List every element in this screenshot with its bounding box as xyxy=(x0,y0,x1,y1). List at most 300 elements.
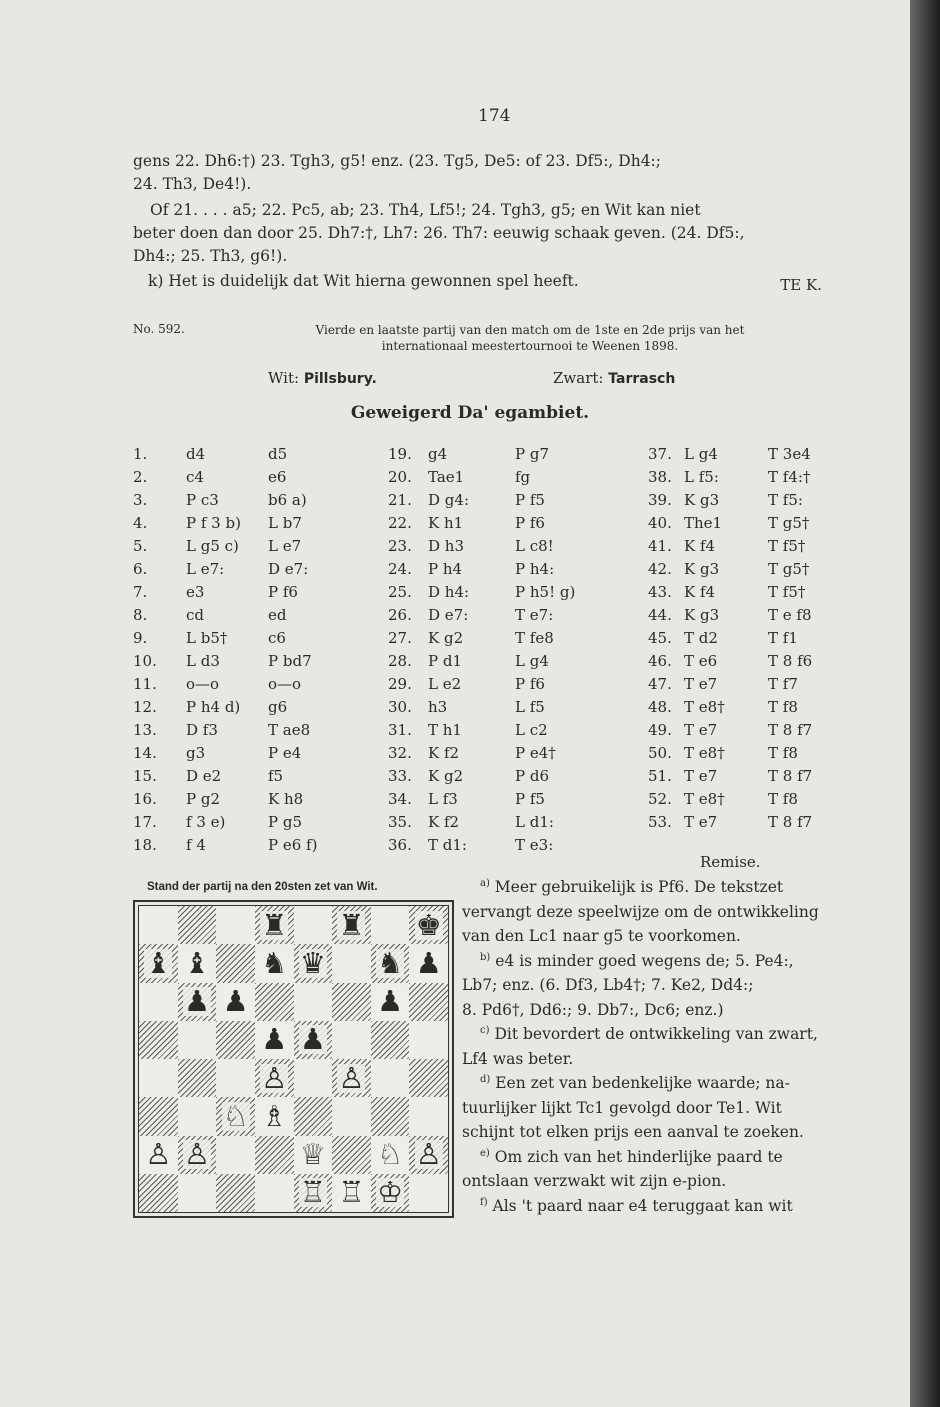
black-move: ed xyxy=(268,606,287,624)
chess-piece: ♜ xyxy=(261,907,288,942)
white-move: cd xyxy=(186,606,205,624)
move-number: 14. xyxy=(133,744,157,762)
black-move: P h4: xyxy=(515,560,555,578)
board-square xyxy=(409,983,448,1021)
footnote-line xyxy=(462,927,741,945)
game-description-line-1: Vierde en laatste partij van den match om de 1ste en 2de prijs van het xyxy=(315,323,745,337)
footnote-line xyxy=(480,1148,783,1166)
board-square xyxy=(139,906,178,944)
black-move: L f5 xyxy=(515,698,545,716)
black-move: P e6 f) xyxy=(268,836,318,854)
white-move: P d1 xyxy=(428,652,463,670)
board-square xyxy=(255,944,294,982)
white-move: g3 xyxy=(186,744,206,762)
board-square xyxy=(294,944,333,982)
move-number: 24. xyxy=(388,560,412,578)
board-square xyxy=(409,1136,448,1174)
board-square xyxy=(255,1174,294,1212)
move-number: 3. xyxy=(133,491,148,509)
move-number: 6. xyxy=(133,560,148,578)
footnote-line xyxy=(480,1197,793,1215)
move-number: 8. xyxy=(133,606,148,624)
board-square xyxy=(332,944,371,982)
chess-diagram xyxy=(133,900,454,1218)
chess-piece: ♙ xyxy=(145,1137,172,1172)
black-move: T 8 f6 xyxy=(768,652,813,670)
move-number: 28. xyxy=(388,652,412,670)
board-square xyxy=(139,1136,178,1174)
chess-piece: ♜ xyxy=(338,907,365,942)
white-move: L d3 xyxy=(186,652,220,670)
white-move: T e7 xyxy=(684,767,718,785)
white-move: K g2 xyxy=(428,767,464,785)
move-number: 13. xyxy=(133,721,157,739)
chess-piece: ♟ xyxy=(261,1022,288,1057)
black-move: c6 xyxy=(268,629,286,647)
footnote-text: ontslaan verzwakt wit zijn e-pion. xyxy=(462,1172,727,1190)
board-square xyxy=(371,1097,410,1135)
black-move: L c2 xyxy=(515,721,548,739)
footnote-text: schijnt tot elken prijs een aanval te zoeken. xyxy=(462,1123,804,1141)
board-square xyxy=(216,1174,255,1212)
board-square xyxy=(216,983,255,1021)
board-square xyxy=(332,1174,371,1212)
board-square xyxy=(294,1021,333,1059)
board-square xyxy=(409,1097,448,1135)
footnote-mark: d) xyxy=(480,1074,491,1085)
page-edge xyxy=(910,0,940,1407)
black-move: P d6 xyxy=(515,767,550,785)
footnote-line xyxy=(462,1172,726,1190)
board-square xyxy=(178,1136,217,1174)
black-move: P f6 xyxy=(515,675,545,693)
black-move: P f6 xyxy=(268,583,298,601)
white-move: P h4 xyxy=(428,560,463,578)
board-square xyxy=(332,1059,371,1097)
board-square xyxy=(371,906,410,944)
board-square xyxy=(294,1136,333,1174)
black-move: P e4 xyxy=(268,744,302,762)
intro-line-3: Of 21. . . . a5; 22. Pc5, ab; 23. Th4, Lf5!; 24. Tgh3, g5; en Wit kan niet xyxy=(150,201,701,219)
chess-piece: ♙ xyxy=(415,1137,442,1172)
move-number: 17. xyxy=(133,813,157,831)
board-square xyxy=(409,906,448,944)
board-square xyxy=(255,1059,294,1097)
black-move: P f5 xyxy=(515,491,545,509)
move-number: 40. xyxy=(648,514,672,532)
footnote-text: Als 't paard naar e4 teruggaat kan wit xyxy=(487,1196,793,1215)
board-square xyxy=(216,1021,255,1059)
move-number: 49. xyxy=(648,721,672,739)
move-number: 27. xyxy=(388,629,412,647)
white-move: P c3 xyxy=(186,491,219,509)
white-move: d4 xyxy=(186,445,206,463)
footnote-text: Een zet van bedenkelijke waarde; na- xyxy=(490,1074,790,1093)
white-move: h3 xyxy=(428,698,448,716)
board-square xyxy=(371,944,410,982)
chess-piece: ♘ xyxy=(222,1098,249,1133)
board-square xyxy=(332,906,371,944)
chess-piece: ♞ xyxy=(377,945,404,980)
move-number: 31. xyxy=(388,721,412,739)
move-number: 30. xyxy=(388,698,412,716)
chess-piece: ♚ xyxy=(415,907,442,942)
footnote-mark: c) xyxy=(480,1025,490,1036)
move-number: 12. xyxy=(133,698,157,716)
board-square xyxy=(294,1097,333,1135)
white-move: T e7 xyxy=(684,721,718,739)
board-square xyxy=(371,1174,410,1212)
black-move: L c8! xyxy=(515,537,554,555)
white-move: f 3 e) xyxy=(186,813,226,831)
move-number: 7. xyxy=(133,583,148,601)
chess-piece: ♖ xyxy=(338,1175,365,1210)
board-square xyxy=(216,944,255,982)
footnote-text: Dit bevordert de ontwikkeling van zwart, xyxy=(489,1025,818,1044)
footnote-text: Lf4 was beter. xyxy=(462,1049,574,1068)
footnote-line xyxy=(480,1074,790,1092)
opening-title: Geweigerd Da' egambiet. xyxy=(350,403,590,423)
board-square xyxy=(409,1059,448,1097)
black-move: T e f8 xyxy=(768,606,812,624)
black-move: L g4 xyxy=(515,652,549,670)
footnote-line xyxy=(462,1001,724,1019)
move-number: 48. xyxy=(648,698,672,716)
board-square xyxy=(255,983,294,1021)
chess-piece: ♔ xyxy=(377,1175,404,1210)
white-move: T d2 xyxy=(684,629,718,647)
move-number: 5. xyxy=(133,537,148,555)
black-move: T f5† xyxy=(768,583,806,601)
white-move: L e2 xyxy=(428,675,462,693)
white-player xyxy=(268,369,377,387)
board-square xyxy=(139,1097,178,1135)
black-move: T e7: xyxy=(515,606,554,624)
white-move: The1 xyxy=(684,514,723,532)
footnote-text: Om zich van het hinderlijke paard te xyxy=(489,1147,783,1166)
chess-piece: ♞ xyxy=(261,945,288,980)
white-label: Wit: xyxy=(268,369,300,387)
board-square xyxy=(139,983,178,1021)
black-move: e6 xyxy=(268,468,287,486)
move-number: 2. xyxy=(133,468,148,486)
game-number: No. 592. xyxy=(133,322,185,336)
white-move: K g3 xyxy=(684,491,720,509)
chess-piece: ♟ xyxy=(183,984,210,1019)
white-move: K f2 xyxy=(428,744,460,762)
board-square xyxy=(178,944,217,982)
move-number: 50. xyxy=(648,744,672,762)
move-number: 37. xyxy=(648,445,672,463)
black-move: T 3e4 xyxy=(768,445,811,463)
board-square xyxy=(409,1174,448,1212)
chess-piece: ♗ xyxy=(261,1098,288,1133)
move-number: 10. xyxy=(133,652,157,670)
white-move: o—o xyxy=(186,675,220,693)
black-move: T 8 f7 xyxy=(768,813,813,831)
move-number: 39. xyxy=(648,491,672,509)
white-move: L f5: xyxy=(684,468,719,486)
chess-piece: ♘ xyxy=(377,1137,404,1172)
white-move: L e7: xyxy=(186,560,225,578)
black-move: T 8 f7 xyxy=(768,721,813,739)
black-move: P g7 xyxy=(515,445,550,463)
board-square xyxy=(332,983,371,1021)
board-square xyxy=(255,906,294,944)
black-move: fg xyxy=(515,468,531,486)
black-label: Zwart: xyxy=(553,369,604,387)
white-move: K g2 xyxy=(428,629,464,647)
move-number: 23. xyxy=(388,537,412,555)
move-number: 41. xyxy=(648,537,672,555)
footnote-line xyxy=(480,878,783,896)
board-square xyxy=(294,983,333,1021)
black-move: g6 xyxy=(268,698,288,716)
black-move: T f5† xyxy=(768,537,806,555)
white-move: K h1 xyxy=(428,514,464,532)
diagram-caption: Stand der partij na den 20sten zet van Wit. xyxy=(147,881,378,893)
board-square xyxy=(294,1174,333,1212)
white-move: T e8† xyxy=(684,790,725,808)
chess-piece: ♙ xyxy=(261,1060,288,1095)
chess-board xyxy=(138,905,449,1213)
board-square xyxy=(255,1097,294,1135)
board-square xyxy=(139,1059,178,1097)
footnote-line xyxy=(480,952,794,970)
white-move: L g4 xyxy=(684,445,718,463)
move-number: 33. xyxy=(388,767,412,785)
chess-piece: ♟ xyxy=(415,945,442,980)
black-move: T e3: xyxy=(515,836,554,854)
white-move: D h3 xyxy=(428,537,464,555)
chess-piece: ♙ xyxy=(183,1137,210,1172)
footnote-mark: b) xyxy=(480,951,491,963)
intro-line-5: Dh4:; 25. Th3, g6!). xyxy=(133,247,288,265)
move-number: 43. xyxy=(648,583,672,601)
footnote-line xyxy=(462,976,753,994)
white-move: L b5† xyxy=(186,629,228,647)
white-move: g4 xyxy=(428,445,448,463)
board-square xyxy=(294,1059,333,1097)
white-move: T e6 xyxy=(684,652,718,670)
black-move: T ae8 xyxy=(268,721,311,739)
footnote-text: Lb7; enz. (6. Df3, Lb4†; 7. Ke2, Dd4:; xyxy=(462,976,754,994)
board-square xyxy=(409,1021,448,1059)
white-name: Pillsbury. xyxy=(303,371,377,387)
footnote-line xyxy=(462,1099,782,1117)
footnote-text: 8. Pd6†, Dd6:; 9. Db7:, Dc6; enz.) xyxy=(462,1000,724,1019)
move-number: 36. xyxy=(388,836,412,854)
chess-piece: ♖ xyxy=(299,1175,326,1210)
board-square xyxy=(371,983,410,1021)
black-move: T g5† xyxy=(768,560,810,578)
white-move: D f3 xyxy=(186,721,218,739)
board-square xyxy=(216,1136,255,1174)
white-move: c4 xyxy=(186,468,204,486)
chess-piece: ♙ xyxy=(338,1060,365,1095)
move-number: 19. xyxy=(388,445,412,463)
move-number: 15. xyxy=(133,767,157,785)
board-square xyxy=(178,1097,217,1135)
move-number: 34. xyxy=(388,790,412,808)
move-number: 32. xyxy=(388,744,412,762)
black-move: L e7 xyxy=(268,537,302,555)
footnote-line xyxy=(462,903,819,921)
black-move: T f7 xyxy=(768,675,798,693)
white-move: P f 3 b) xyxy=(186,514,241,532)
intro-line-4: beter doen dan door 25. Dh7:†, Lh7: 26. Th7: eeuwig schaak geven. (24. Df5:, xyxy=(133,224,745,242)
black-move: P h5! g) xyxy=(515,583,576,601)
move-number: 26. xyxy=(388,606,412,624)
intro-line-6: k) Het is duidelijk dat Wit hierna gewonnen spel heeft. xyxy=(148,272,579,290)
chess-piece: ♕ xyxy=(299,1137,326,1172)
move-number: 38. xyxy=(648,468,672,486)
black-move: T 8 f7 xyxy=(768,767,813,785)
game-result: Remise. xyxy=(700,853,761,871)
board-square xyxy=(332,1136,371,1174)
move-number: 21. xyxy=(388,491,412,509)
white-move: T e8† xyxy=(684,698,725,716)
white-move: K f4 xyxy=(684,537,716,555)
black-move: L d1: xyxy=(515,813,554,831)
move-number: 53. xyxy=(648,813,672,831)
footnote-mark: f) xyxy=(480,1196,488,1208)
board-square xyxy=(178,1021,217,1059)
black-move: T f1 xyxy=(768,629,798,647)
board-square xyxy=(139,1021,178,1059)
white-move: T e7 xyxy=(684,675,718,693)
white-move: T e8† xyxy=(684,744,725,762)
white-move: K f2 xyxy=(428,813,460,831)
chess-piece: ♝ xyxy=(183,945,210,980)
intro-line-2: 24. Th3, De4!). xyxy=(133,175,252,193)
white-move: P g2 xyxy=(186,790,221,808)
footnote-line xyxy=(462,1123,804,1141)
move-number: 1. xyxy=(133,445,148,463)
white-move: D e2 xyxy=(186,767,222,785)
footnote-mark: e) xyxy=(480,1147,490,1159)
footnote-text: tuurlijker lijkt Tc1 gevolgd door Te1. Wit xyxy=(462,1098,782,1117)
chess-piece: ♝ xyxy=(145,945,172,980)
white-move: K g3 xyxy=(684,560,720,578)
white-move: e3 xyxy=(186,583,205,601)
move-number: 45. xyxy=(648,629,672,647)
board-square xyxy=(178,906,217,944)
black-move: T f5: xyxy=(768,491,803,509)
black-move: L b7 xyxy=(268,514,302,532)
game-description xyxy=(230,322,830,354)
chess-piece: ♛ xyxy=(299,945,326,980)
black-move: P f5 xyxy=(515,790,545,808)
move-number: 35. xyxy=(388,813,412,831)
black-move: P e4† xyxy=(515,744,556,762)
board-square xyxy=(178,1059,217,1097)
white-move: K f4 xyxy=(684,583,716,601)
footnote-text: vervangt deze speelwijze om de ontwikkeling xyxy=(462,902,819,921)
black-move: K h8 xyxy=(268,790,304,808)
black-name: Tarrasch xyxy=(608,371,676,387)
black-move: b6 a) xyxy=(268,491,307,509)
move-number: 46. xyxy=(648,652,672,670)
black-move: T g5† xyxy=(768,514,810,532)
board-square xyxy=(216,906,255,944)
footnote-text: van den Lc1 naar g5 te voorkomen. xyxy=(462,927,741,945)
move-number: 29. xyxy=(388,675,412,693)
black-move: D e7: xyxy=(268,560,309,578)
black-player xyxy=(553,369,675,387)
board-square xyxy=(139,944,178,982)
white-move: P h4 d) xyxy=(186,698,241,716)
move-number: 47. xyxy=(648,675,672,693)
intro-line-1: gens 22. Dh6:†) 23. Tgh3, g5! enz. (23. Tg5, De5: of 23. Df5:, Dh4:; xyxy=(133,152,662,170)
move-number: 11. xyxy=(133,675,157,693)
white-move: f 4 xyxy=(186,836,206,854)
black-move: T f8 xyxy=(768,790,798,808)
board-square xyxy=(255,1021,294,1059)
chess-piece: ♟ xyxy=(377,984,404,1019)
move-number: 4. xyxy=(133,514,148,532)
game-description-line-2: internationaal meestertournooi te Weenen 1898. xyxy=(381,339,679,353)
white-move: K g3 xyxy=(684,606,720,624)
move-number: 52. xyxy=(648,790,672,808)
move-number: 25. xyxy=(388,583,412,601)
board-square xyxy=(332,1021,371,1059)
move-number: 22. xyxy=(388,514,412,532)
board-square xyxy=(178,1174,217,1212)
page-number: 174 xyxy=(478,106,511,126)
white-move: D e7: xyxy=(428,606,469,624)
black-move: d5 xyxy=(268,445,288,463)
board-square xyxy=(371,1136,410,1174)
black-move: f5 xyxy=(268,767,284,785)
black-move: T f4:† xyxy=(768,468,811,486)
white-move: T h1 xyxy=(428,721,462,739)
board-square xyxy=(216,1059,255,1097)
white-move: L f3 xyxy=(428,790,458,808)
black-move: P g5 xyxy=(268,813,303,831)
footnote-line xyxy=(462,1050,573,1068)
black-move: T fe8 xyxy=(515,629,554,647)
move-number: 16. xyxy=(133,790,157,808)
black-move: T f8 xyxy=(768,744,798,762)
white-move: T d1: xyxy=(428,836,467,854)
board-square xyxy=(371,1059,410,1097)
board-square xyxy=(371,1021,410,1059)
move-number: 18. xyxy=(133,836,157,854)
board-square xyxy=(332,1097,371,1135)
board-square xyxy=(255,1136,294,1174)
board-square xyxy=(294,906,333,944)
signature: TE K. xyxy=(780,276,822,294)
black-move: T f8 xyxy=(768,698,798,716)
footnote-text: e4 is minder goed wegens de; 5. Pe4:, xyxy=(490,951,794,970)
white-move: Tae1 xyxy=(428,468,465,486)
black-move: P bd7 xyxy=(268,652,312,670)
black-move: o—o xyxy=(268,675,302,693)
footnote-text: Meer gebruikelijk is Pf6. De tekstzet xyxy=(489,878,784,897)
move-number: 42. xyxy=(648,560,672,578)
board-square xyxy=(178,983,217,1021)
black-move: P f6 xyxy=(515,514,545,532)
chess-piece: ♟ xyxy=(222,984,249,1019)
board-square xyxy=(139,1174,178,1212)
move-number: 51. xyxy=(648,767,672,785)
chess-piece: ♟ xyxy=(299,1022,326,1057)
white-move: L g5 c) xyxy=(186,537,239,555)
footnote-line xyxy=(480,1025,818,1043)
move-number: 44. xyxy=(648,606,672,624)
board-square xyxy=(216,1097,255,1135)
